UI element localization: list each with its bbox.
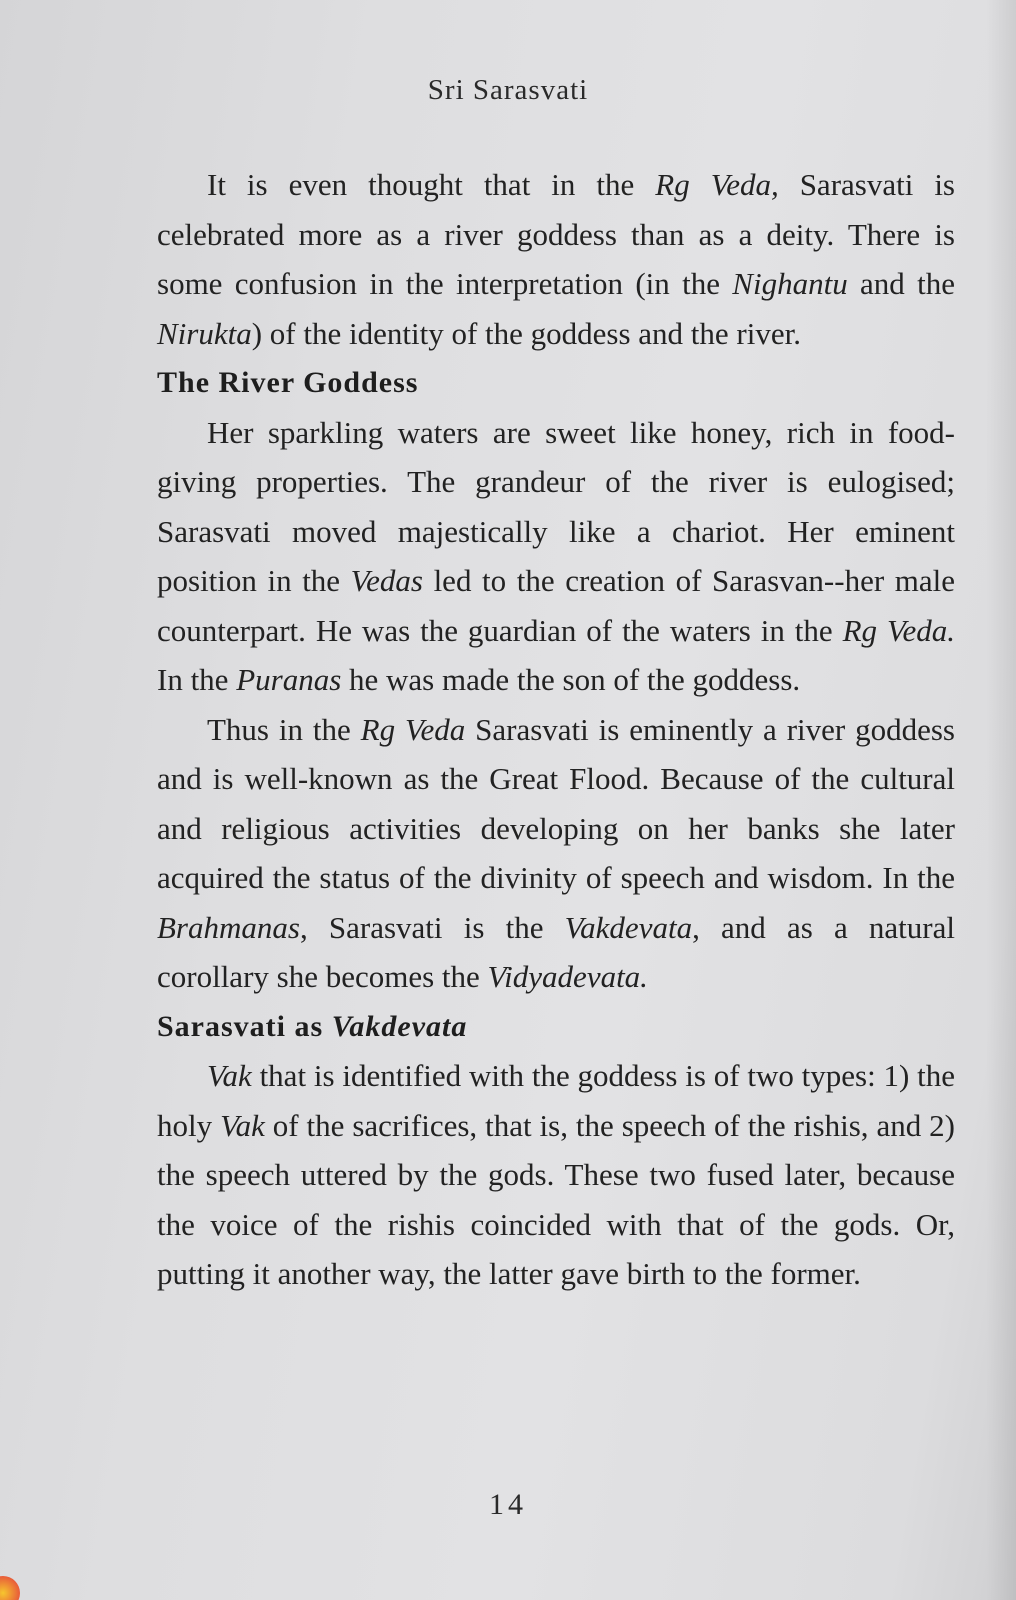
text-run: It is even thought that in the xyxy=(207,167,656,202)
running-head: Sri Sarasvati xyxy=(427,74,589,106)
italic-term: Vedas xyxy=(350,563,423,598)
italic-term: Rg Veda xyxy=(360,711,466,747)
italic-term: Nirukta xyxy=(157,315,252,351)
paragraph-1 xyxy=(157,160,955,358)
italic-term: Vidyadevata. xyxy=(487,959,648,994)
text-run: , and as a natural corollary she becomes the xyxy=(157,909,955,994)
italic-term: Puranas xyxy=(236,662,342,697)
paragraph-2 xyxy=(157,408,955,705)
text-run: Sarasvati is celebrated more as a river goddess than as a deity. There is some confusion in the interpretation (in the xyxy=(157,167,955,301)
corner-decoration xyxy=(0,1576,20,1600)
text-run: led to the creation of Sarasvan--her male counterpart. He was the guardian of the waters in the xyxy=(157,563,955,648)
heading-italic-term: Vakdevata xyxy=(331,1009,468,1043)
section-heading-vakdevata xyxy=(157,1002,955,1052)
text-run: In the xyxy=(157,662,237,697)
text-run: ) of the identity of the goddess and the river. xyxy=(251,315,801,351)
italic-term: Brahmanas xyxy=(157,909,300,945)
italic-term: Rg Veda, xyxy=(655,167,779,202)
text-run: and the xyxy=(847,266,955,301)
text-run: Sarasvati is eminently a river goddess and is well-known as the Great Flood. Because of the cultural and religious activities developing on her banks she later acquired the status of the divinity of speech and wisdom. In the xyxy=(157,711,955,895)
text-run: he was made the son of the goddess. xyxy=(341,662,801,697)
italic-term: Vak xyxy=(220,1107,265,1143)
paragraph-4 xyxy=(157,1051,955,1299)
text-run: of the sacrifices, that is, the speech of the rishis, and 2) the speech uttered by the gods. These two fused later, because the voice of the rishis coincided with that of the gods. Or, putting it another way, the latter gave birth to the former. xyxy=(157,1107,955,1291)
italic-term: Rg Veda. xyxy=(842,612,955,648)
page-body xyxy=(157,160,955,1299)
italic-term: Nighantu xyxy=(732,266,848,301)
paragraph-3 xyxy=(157,705,955,1002)
section-heading-river-goddess: The River Goddess xyxy=(157,366,419,399)
text-run: , Sarasvati is the xyxy=(299,909,565,945)
text-run: Her sparkling waters are sweet like honey, rich in food-giving properties. The grandeur of the river is eulogised; Sarasvati moved majestically like a chariot. Her eminent position in the xyxy=(157,414,955,598)
text-run: Thus in the xyxy=(207,711,361,747)
text-run: that is identified with the goddess is of two types: 1) the holy xyxy=(157,1058,955,1143)
italic-term: Vak xyxy=(207,1058,252,1093)
italic-term: Vakdevata xyxy=(564,909,693,945)
page-number: 14 xyxy=(489,1488,527,1521)
heading-text: Sarasvati as xyxy=(157,1009,332,1043)
